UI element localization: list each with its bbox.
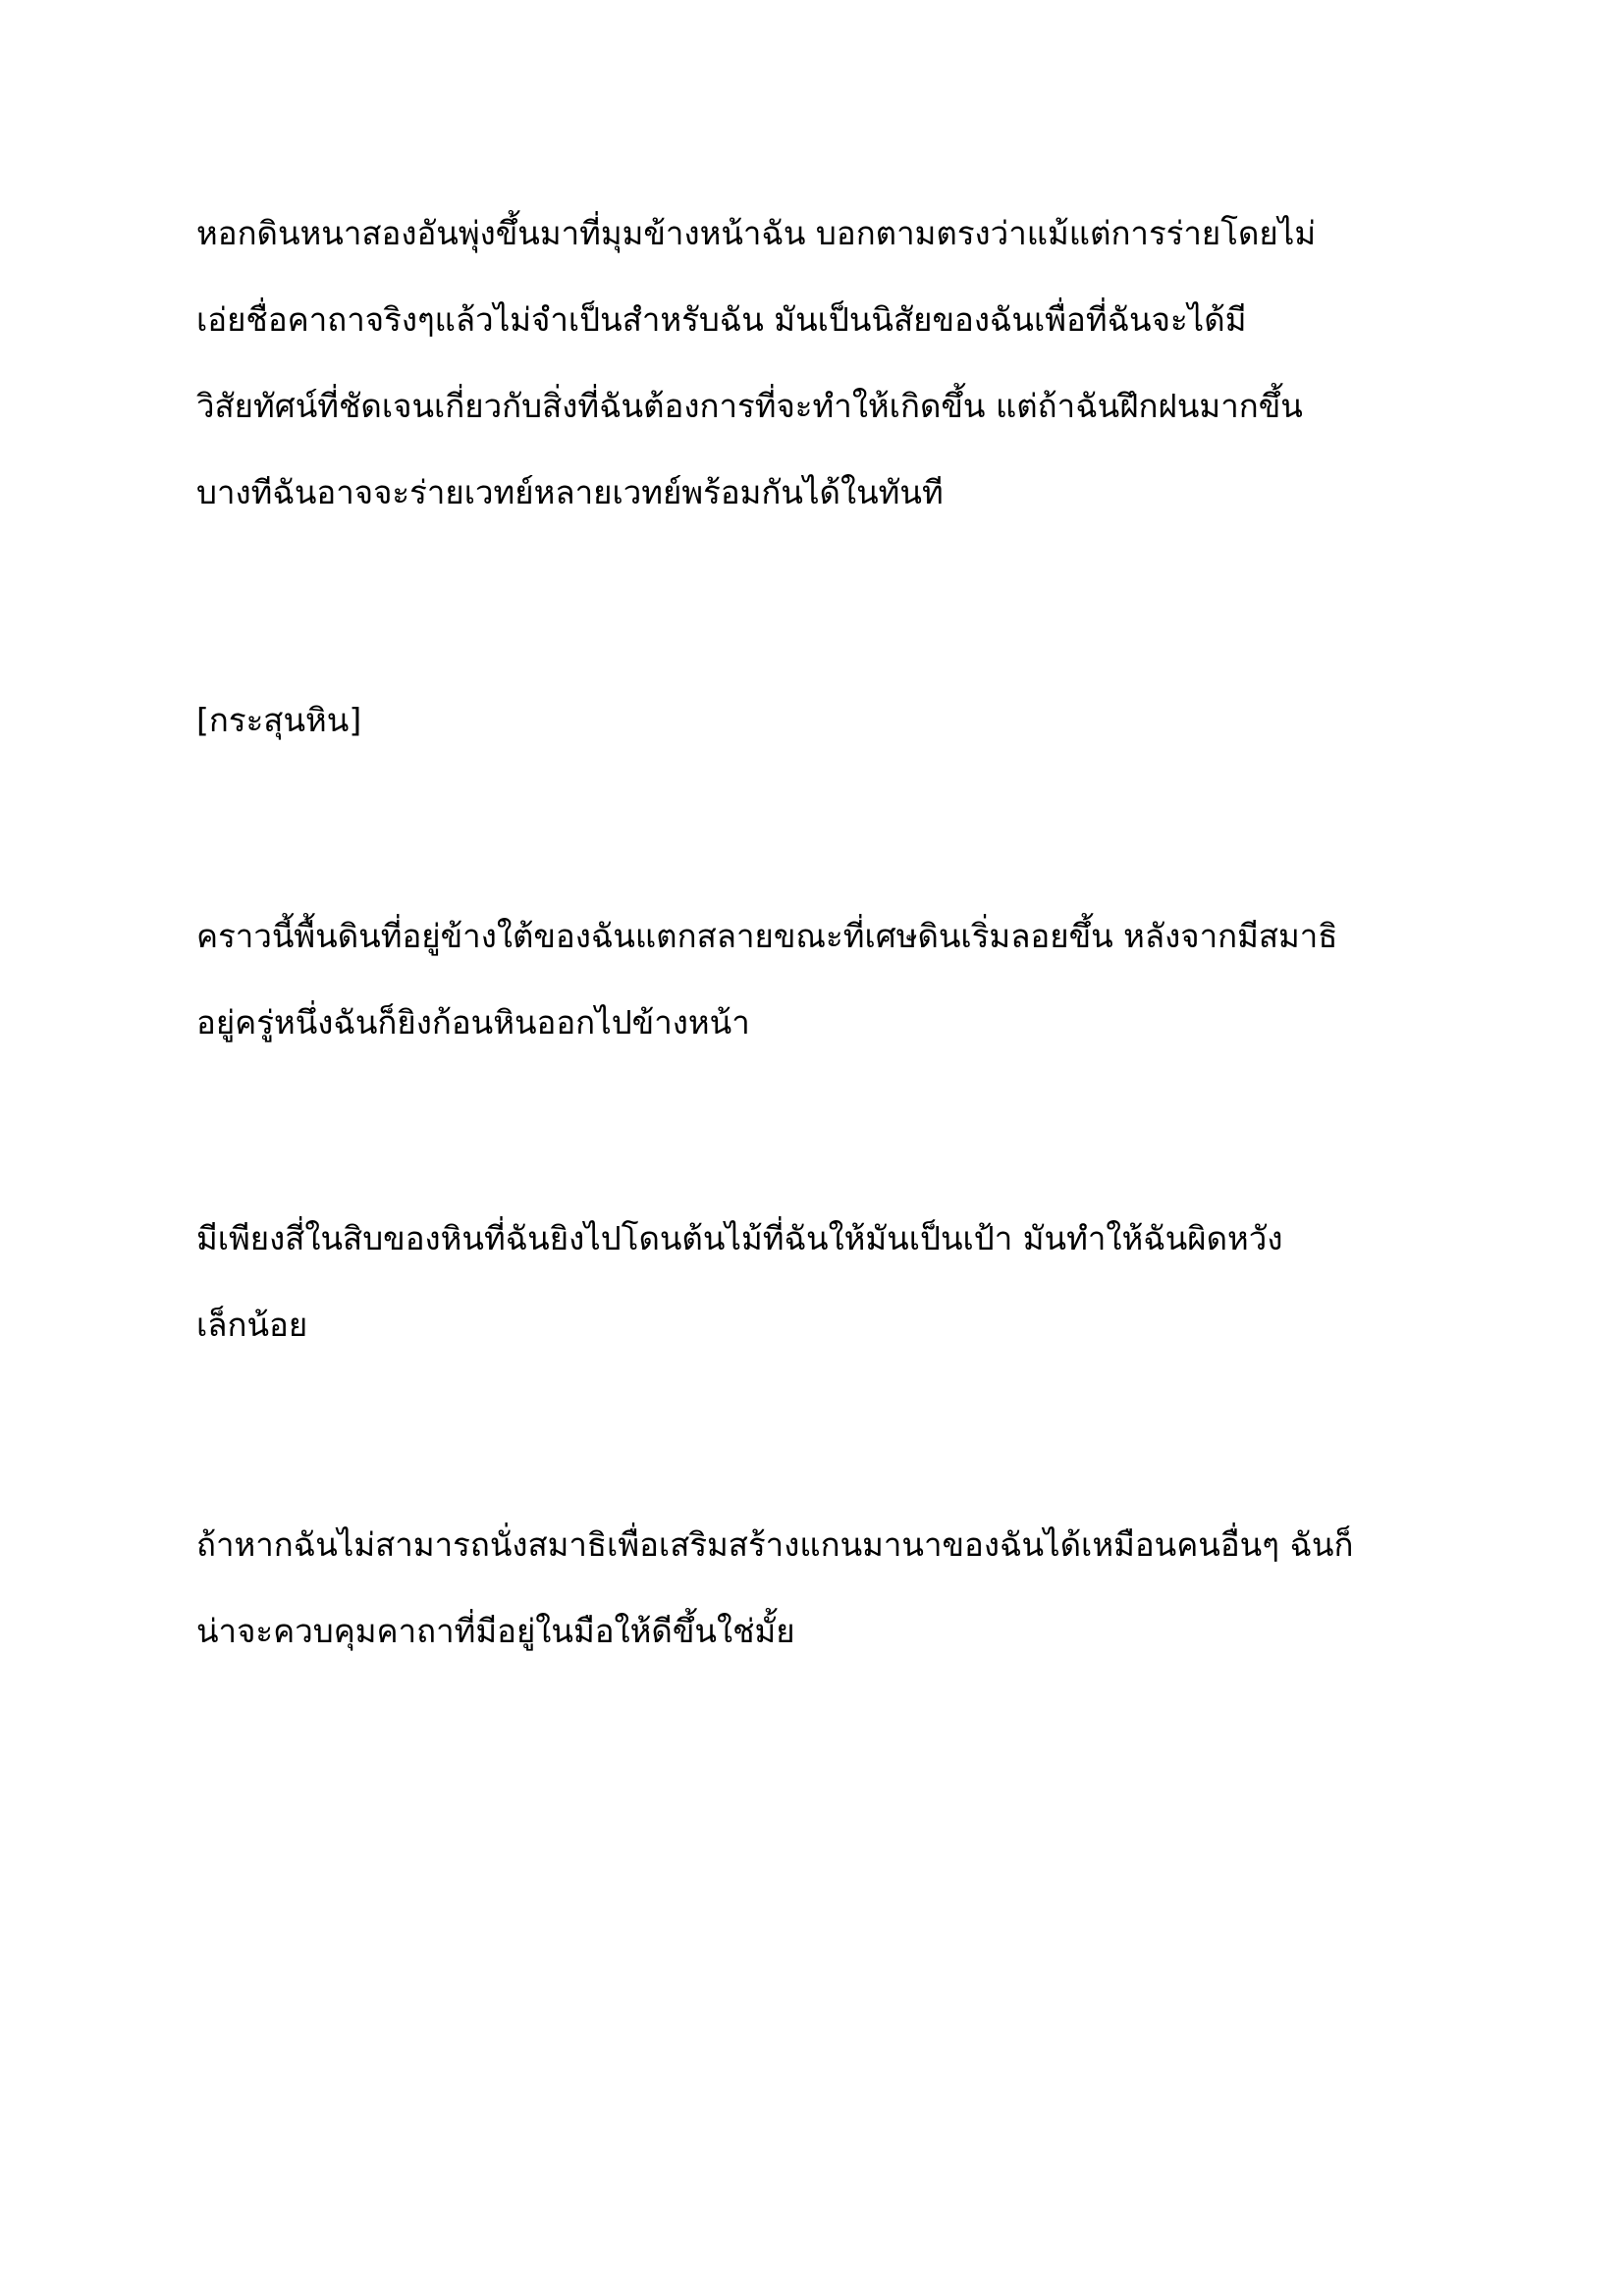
paragraph-line: วิสัยทัศน์ที่ชัดเจนเกี่ยวกับสิ่งที่ฉันต้องการที่จะทำให้เกิดขึ้น แต่ถ้าฉันฝึกฝนมากขึ้น (196, 387, 1303, 425)
paragraph-line: บางทีฉันอาจจะร่ายเวทย์หลายเวทย์พร้อมกันได้ในทันที (196, 473, 944, 511)
paragraph-line: ถ้าหากฉันไม่สามารถนั่งสมาธิเพื่อเสริมสร้างแกนมานาของฉันได้เหมือนคนอื่นๆ ฉันก็ (196, 1525, 1354, 1564)
paragraph-line: หอกดินหนาสองอันพุ่งขึ้นมาที่มุมข้างหน้าฉัน บอกตามตรงว่าแม้แต่การร่ายโดยไม่ (196, 214, 1317, 252)
paragraph-line: อยู่ครู่หนึ่งฉันก็ยิงก้อนหินออกไปข้างหน้า (196, 1003, 750, 1041)
paragraph-line: คราวนี้พื้นดินที่อยู่ข้างใต้ของฉันแตกสลายขณะที่เศษดินเริ่มลอยขึ้น หลังจากมีสมาธิ (196, 917, 1338, 955)
spell-name: [กระสุนหิน] (196, 701, 362, 739)
paragraph-line: เอ่ยชื่อคาถาจริงๆแล้วไม่จำเป็นสำหรับฉัน มันเป็นนิสัยของฉันเพื่อที่ฉันจะได้มี (196, 300, 1247, 339)
paragraph-spell-name (196, 677, 1463, 764)
paragraph-mana-control (196, 1502, 1463, 1675)
paragraph-earth-spears (196, 190, 1463, 536)
paragraph-target-hits (196, 1196, 1463, 1368)
paragraph-line: มีเพียงสี่ในสิบของหินที่ฉันยิงไปโดนต้นไม้ที่ฉันให้มันเป็นเป้า มันทำให้ฉันผิดหวัง (196, 1219, 1283, 1257)
paragraph-line: น่าจะควบคุมคาถาที่มีอยู่ในมือให้ดีขึ้นใช่มั้ย (196, 1612, 795, 1650)
paragraph-line: เล็กน้อย (196, 1306, 308, 1344)
paragraph-ground-shatters (196, 893, 1463, 1066)
